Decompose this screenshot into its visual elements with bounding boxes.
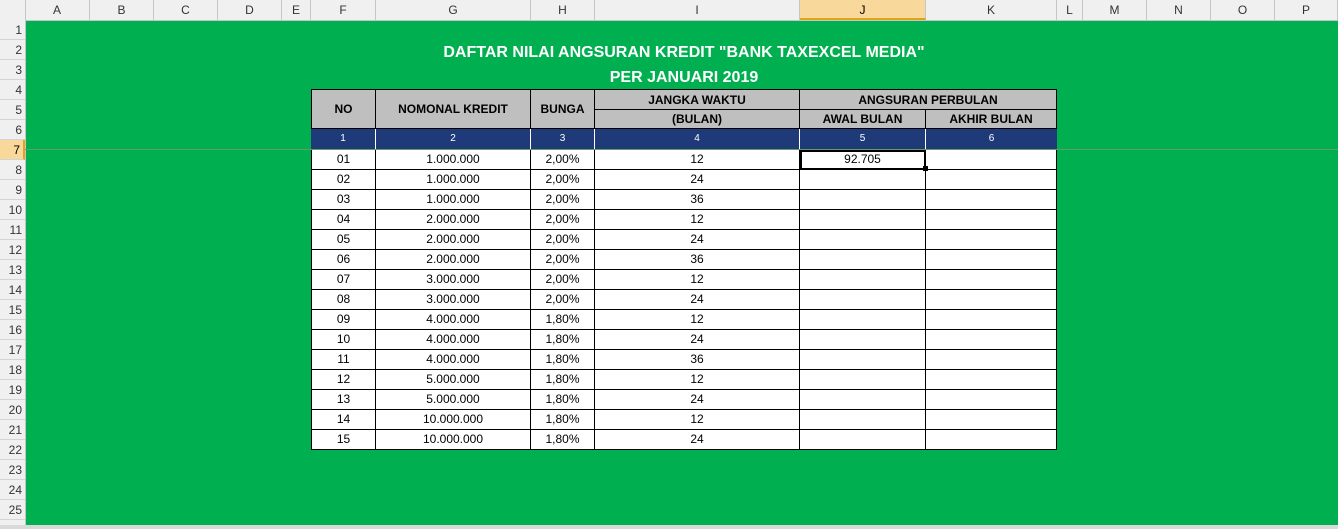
cell-akhir-bulan[interactable] xyxy=(926,230,1057,250)
cell-jangka-waktu[interactable]: 12 xyxy=(595,210,800,230)
cell-bunga[interactable]: 2,00% xyxy=(531,150,595,170)
cell-no[interactable]: 09 xyxy=(311,310,376,330)
cell-nominal-kredit[interactable]: 1.000.000 xyxy=(376,190,531,210)
row-header-3[interactable]: 3 xyxy=(0,60,25,80)
row-header-11[interactable]: 11 xyxy=(0,220,25,240)
column-header-e[interactable]: E xyxy=(282,0,311,20)
row-header-16[interactable]: 16 xyxy=(0,320,25,340)
row-header-23[interactable]: 23 xyxy=(0,460,25,480)
column-number-5[interactable]: 5 xyxy=(800,129,926,149)
cell-no[interactable]: 15 xyxy=(311,430,376,450)
row-header-2[interactable]: 2 xyxy=(0,40,25,60)
column-header-c[interactable]: C xyxy=(154,0,218,20)
header-bulan[interactable]: (BULAN) xyxy=(594,109,800,129)
cell-nominal-kredit[interactable]: 2.000.000 xyxy=(376,230,531,250)
cell-nominal-kredit[interactable]: 3.000.000 xyxy=(376,270,531,290)
row-header-12[interactable]: 12 xyxy=(0,240,25,260)
header-awal-bulan[interactable]: AWAL BULAN xyxy=(799,109,926,129)
row-header-5[interactable]: 5 xyxy=(0,100,25,120)
cell-bunga[interactable]: 2,00% xyxy=(531,230,595,250)
column-header-h[interactable]: H xyxy=(531,0,595,20)
cell-jangka-waktu[interactable]: 24 xyxy=(595,330,800,350)
row-header-22[interactable]: 22 xyxy=(0,440,25,460)
row-header-9[interactable]: 9 xyxy=(0,180,25,200)
row-header-6[interactable]: 6 xyxy=(0,120,25,140)
row-header-bar xyxy=(0,20,26,525)
column-header-a[interactable]: A xyxy=(25,0,90,20)
column-number-1[interactable]: 1 xyxy=(311,129,376,149)
row-header-14[interactable]: 14 xyxy=(0,280,25,300)
cell-akhir-bulan[interactable] xyxy=(926,350,1057,370)
cell-akhir-bulan[interactable] xyxy=(926,190,1057,210)
cell-bunga[interactable]: 2,00% xyxy=(531,210,595,230)
column-header-k[interactable]: K xyxy=(926,0,1057,20)
cell-akhir-bulan[interactable] xyxy=(926,250,1057,270)
sheet-tab-bar xyxy=(0,525,1338,529)
column-header-l[interactable]: L xyxy=(1057,0,1083,20)
cell-bunga[interactable]: 1,80% xyxy=(531,370,595,390)
cell-akhir-bulan[interactable] xyxy=(926,150,1057,170)
sheet-title: DAFTAR NILAI ANGSURAN KREDIT "BANK TAXEXCEL MEDIA" xyxy=(443,44,925,61)
row-header-10[interactable]: 10 xyxy=(0,200,25,220)
header-akhir-bulan[interactable]: AKHIR BULAN xyxy=(925,109,1057,129)
cell-jangka-waktu[interactable]: 24 xyxy=(595,430,800,450)
column-header-j[interactable]: J xyxy=(800,0,926,20)
header-angsuran-perbulan[interactable]: ANGSURAN PERBULAN xyxy=(799,89,1057,110)
cell-nominal-kredit[interactable]: 1.000.000 xyxy=(376,170,531,190)
cell-nominal-kredit[interactable]: 5.000.000 xyxy=(376,390,531,410)
cell-akhir-bulan[interactable] xyxy=(926,430,1057,450)
column-header-m[interactable]: M xyxy=(1083,0,1147,20)
cell-no[interactable]: 08 xyxy=(311,290,376,310)
cell-akhir-bulan[interactable] xyxy=(926,330,1057,350)
column-number-4[interactable]: 4 xyxy=(595,129,800,149)
row-header-13[interactable]: 13 xyxy=(0,260,25,280)
cell-awal-bulan[interactable] xyxy=(800,290,926,310)
column-header-g[interactable]: G xyxy=(376,0,531,20)
cell-awal-bulan[interactable] xyxy=(800,250,926,270)
cell-bunga[interactable]: 1,80% xyxy=(531,350,595,370)
column-header-bar xyxy=(0,0,1338,21)
cell-jangka-waktu[interactable]: 12 xyxy=(595,410,800,430)
cell-awal-bulan[interactable] xyxy=(800,270,926,290)
cell-nominal-kredit[interactable]: 4.000.000 xyxy=(376,350,531,370)
cell-jangka-waktu[interactable]: 12 xyxy=(595,270,800,290)
cell-awal-bulan[interactable] xyxy=(800,310,926,330)
cell-no[interactable]: 03 xyxy=(311,190,376,210)
cell-nominal-kredit[interactable]: 5.000.000 xyxy=(376,370,531,390)
fill-handle[interactable] xyxy=(923,166,928,171)
column-header-f[interactable]: F xyxy=(311,0,376,20)
cell-no[interactable]: 12 xyxy=(311,370,376,390)
column-header-i[interactable]: I xyxy=(595,0,800,20)
column-header-d[interactable]: D xyxy=(218,0,282,20)
cell-awal-bulan[interactable]: 92.705 xyxy=(800,150,926,170)
cell-bunga[interactable]: 2,00% xyxy=(531,270,595,290)
cell-awal-bulan[interactable] xyxy=(800,410,926,430)
row-header-20[interactable]: 20 xyxy=(0,400,25,420)
cell-akhir-bulan[interactable] xyxy=(926,370,1057,390)
cell-awal-bulan[interactable] xyxy=(800,370,926,390)
row-header-17[interactable]: 17 xyxy=(0,340,25,360)
sheet-subtitle: PER JANUARI 2019 xyxy=(609,69,759,86)
cell-bunga[interactable]: 2,00% xyxy=(531,190,595,210)
cell-jangka-waktu[interactable]: 36 xyxy=(595,350,800,370)
cell-bunga[interactable]: 2,00% xyxy=(531,250,595,270)
column-number-2[interactable]: 2 xyxy=(376,129,531,149)
header-bunga[interactable]: BUNGA xyxy=(530,89,595,129)
row-header-8[interactable]: 8 xyxy=(0,160,25,180)
cell-no[interactable]: 11 xyxy=(311,350,376,370)
cell-jangka-waktu[interactable]: 12 xyxy=(595,150,800,170)
cell-akhir-bulan[interactable] xyxy=(926,270,1057,290)
cell-bunga[interactable]: 2,00% xyxy=(531,290,595,310)
cell-akhir-bulan[interactable] xyxy=(926,290,1057,310)
cell-jangka-waktu[interactable]: 12 xyxy=(595,370,800,390)
cell-awal-bulan[interactable] xyxy=(800,390,926,410)
cell-nominal-kredit[interactable]: 2.000.000 xyxy=(376,250,531,270)
select-all-corner[interactable] xyxy=(0,0,26,20)
cell-jangka-waktu[interactable]: 36 xyxy=(595,250,800,270)
cell-bunga[interactable]: 2,00% xyxy=(531,170,595,190)
cell-awal-bulan[interactable] xyxy=(800,190,926,210)
row-header-19[interactable]: 19 xyxy=(0,380,25,400)
column-number-3[interactable]: 3 xyxy=(531,129,595,149)
row-header-21[interactable]: 21 xyxy=(0,420,25,440)
cell-akhir-bulan[interactable] xyxy=(926,390,1057,410)
cell-jangka-waktu[interactable]: 24 xyxy=(595,230,800,250)
header-jangka-waktu[interactable]: JANGKA WAKTU xyxy=(594,89,800,110)
header-nominal-kredit[interactable]: NOMONAL KREDIT xyxy=(375,89,531,129)
cell-nominal-kredit[interactable]: 1.000.000 xyxy=(376,150,531,170)
column-header-o[interactable]: O xyxy=(1211,0,1275,20)
cell-akhir-bulan[interactable] xyxy=(926,310,1057,330)
cell-bunga[interactable]: 1,80% xyxy=(531,330,595,350)
cell-bunga[interactable]: 1,80% xyxy=(531,310,595,330)
cell-awal-bulan[interactable] xyxy=(800,230,926,250)
cell-akhir-bulan[interactable] xyxy=(926,410,1057,430)
row-header-4[interactable]: 4 xyxy=(0,80,25,100)
row-header-7[interactable]: 7 xyxy=(0,140,25,160)
row-header-15[interactable]: 15 xyxy=(0,300,25,320)
cell-no[interactable]: 01 xyxy=(311,150,376,170)
cell-nominal-kredit[interactable]: 4.000.000 xyxy=(376,310,531,330)
cell-no[interactable]: 04 xyxy=(311,210,376,230)
cell-awal-bulan[interactable] xyxy=(800,170,926,190)
cell-nominal-kredit[interactable]: 10.000.000 xyxy=(376,430,531,450)
cell-jangka-waktu[interactable]: 12 xyxy=(595,310,800,330)
column-header-n[interactable]: N xyxy=(1147,0,1211,20)
header-no[interactable]: NO xyxy=(311,89,376,129)
row-header-24[interactable]: 24 xyxy=(0,480,25,500)
cell-nominal-kredit[interactable]: 4.000.000 xyxy=(376,330,531,350)
cell-jangka-waktu[interactable]: 36 xyxy=(595,190,800,210)
cell-no[interactable]: 05 xyxy=(311,230,376,250)
cell-no[interactable]: 07 xyxy=(311,270,376,290)
cell-nominal-kredit[interactable]: 2.000.000 xyxy=(376,210,531,230)
cell-awal-bulan[interactable] xyxy=(800,330,926,350)
cell-no[interactable]: 10 xyxy=(311,330,376,350)
row-header-1[interactable]: 1 xyxy=(0,20,25,40)
cell-jangka-waktu[interactable]: 24 xyxy=(595,170,800,190)
column-header-b[interactable]: B xyxy=(90,0,154,20)
cell-bunga[interactable]: 1,80% xyxy=(531,430,595,450)
column-header-p[interactable]: P xyxy=(1275,0,1338,20)
cell-jangka-waktu[interactable]: 24 xyxy=(595,390,800,410)
row-header-25[interactable]: 25 xyxy=(0,500,25,520)
cell-nominal-kredit[interactable]: 10.000.000 xyxy=(376,410,531,430)
cell-jangka-waktu[interactable]: 24 xyxy=(595,290,800,310)
cell-nominal-kredit[interactable]: 3.000.000 xyxy=(376,290,531,310)
cell-awal-bulan[interactable] xyxy=(800,350,926,370)
cell-no[interactable]: 13 xyxy=(311,390,376,410)
cell-no[interactable]: 02 xyxy=(311,170,376,190)
cell-bunga[interactable]: 1,80% xyxy=(531,390,595,410)
cell-no[interactable]: 14 xyxy=(311,410,376,430)
cell-akhir-bulan[interactable] xyxy=(926,210,1057,230)
cell-no[interactable]: 06 xyxy=(311,250,376,270)
row-header-18[interactable]: 18 xyxy=(0,360,25,380)
column-number-6[interactable]: 6 xyxy=(926,129,1057,149)
cell-akhir-bulan[interactable] xyxy=(926,170,1057,190)
cell-bunga[interactable]: 1,80% xyxy=(531,410,595,430)
cell-awal-bulan[interactable] xyxy=(800,430,926,450)
cell-awal-bulan[interactable] xyxy=(800,210,926,230)
